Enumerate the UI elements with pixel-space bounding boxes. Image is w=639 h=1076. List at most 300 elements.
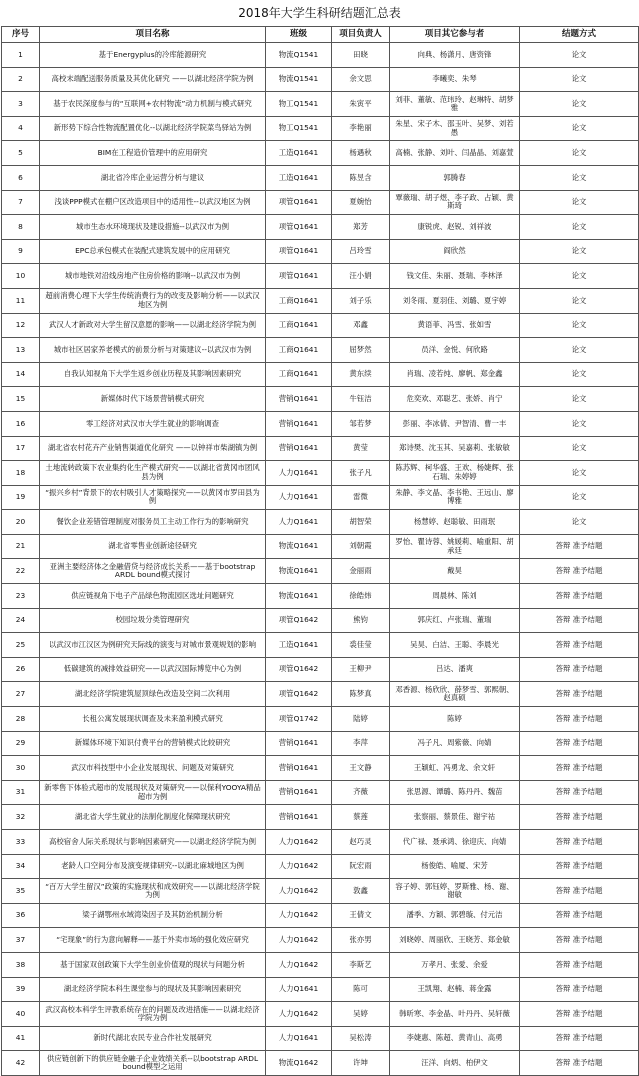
cell-no: 4 <box>2 116 40 141</box>
cell-no: 17 <box>2 436 40 461</box>
cell-members: 杨慧婷、赵聪敏、田雨珉 <box>390 510 520 535</box>
cell-class: 物流Q1641 <box>266 584 332 609</box>
cell-no: 11 <box>2 288 40 313</box>
cell-members: 罗怡、瞿诗蓉、姚媛莉、喻重阳、胡承廷 <box>390 534 520 559</box>
table-row <box>2 43 639 68</box>
cell-no: 16 <box>2 411 40 436</box>
cell-project-name: 老龄人口空间分布及演变规律研究--以湖北麻城地区为例 <box>40 854 266 879</box>
cell-project-name: 梁子湖鄂州水域湾染因子及其防治机制分析 <box>40 903 266 928</box>
cell-class: 营销Q1641 <box>266 756 332 781</box>
table-row <box>2 608 639 633</box>
cell-leader: 陆婷 <box>332 707 390 732</box>
cell-class: 物流Q1541 <box>266 43 332 68</box>
cell-leader: 刘朝霞 <box>332 534 390 559</box>
cell-no: 36 <box>2 903 40 928</box>
cell-class: 人力Q1642 <box>266 1002 332 1027</box>
table-row <box>2 731 639 756</box>
cell-method: 答辩 准予结题 <box>520 830 639 855</box>
table-row <box>2 190 639 215</box>
cell-class: 物工Q1541 <box>266 92 332 117</box>
cell-method: 答辩 准予结题 <box>520 731 639 756</box>
cell-method: 答辩 准予结题 <box>520 707 639 732</box>
cell-class: 项管Q1642 <box>266 682 332 707</box>
cell-members: 吕达、潘爽 <box>390 657 520 682</box>
cell-members: 陈苏辉、柯华盛、王欢、杨婕辉、张石瑞、朱婷婷 <box>390 461 520 486</box>
table-row <box>2 854 639 879</box>
cell-leader: 汪小娟 <box>332 264 390 289</box>
cell-no: 13 <box>2 338 40 363</box>
cell-class: 项管Q1742 <box>266 707 332 732</box>
cell-no: 37 <box>2 928 40 953</box>
cell-method: 论文 <box>520 436 639 461</box>
table-row <box>2 633 639 658</box>
cell-project-name: 超前消费心理下大学生传统消费行为的改变及影响分析——以武汉地区为例 <box>40 288 266 313</box>
cell-no: 5 <box>2 141 40 166</box>
cell-no: 2 <box>2 67 40 92</box>
cell-project-name: 基于农民深度参与的“互联网+农村物流”动力机制与模式研究 <box>40 92 266 117</box>
cell-members: 覃薇瑞、胡子煜、李子政、占颖、黄斯琦 <box>390 190 520 215</box>
table-row <box>2 387 639 412</box>
table-row <box>2 461 639 486</box>
cell-no: 20 <box>2 510 40 535</box>
cell-method: 答辩 准予结题 <box>520 559 639 584</box>
cell-method: 论文 <box>520 338 639 363</box>
cell-project-name: 新时代湖北农民专业合作社发展研究 <box>40 1026 266 1051</box>
cell-members: 潘季、方颖、郭碧璇、付元洁 <box>390 903 520 928</box>
cell-project-name: 基于Energyplus的冷库能源研究 <box>40 43 266 68</box>
cell-no: 23 <box>2 584 40 609</box>
cell-class: 工造Q1641 <box>266 165 332 190</box>
cell-class: 营销Q1641 <box>266 387 332 412</box>
cell-no: 32 <box>2 805 40 830</box>
cell-leader: 王文静 <box>332 756 390 781</box>
cell-class: 工造Q1641 <box>266 141 332 166</box>
cell-no: 28 <box>2 707 40 732</box>
cell-members: 刘晓婷、周丽欣、王晓芳、郑金敏 <box>390 928 520 953</box>
cell-members: 李曦奕、朱琴 <box>390 67 520 92</box>
table-row <box>2 239 639 264</box>
cell-class: 人力Q1642 <box>266 903 332 928</box>
cell-members: 阎欣然 <box>390 239 520 264</box>
cell-method: 论文 <box>520 387 639 412</box>
cell-project-name: “宅现象”的行为意向解释——基于外卖市场的强化效应研究 <box>40 928 266 953</box>
cell-no: 9 <box>2 239 40 264</box>
cell-members: 李婕惠、陈超、黄青山、高勇 <box>390 1026 520 1051</box>
cell-project-name: 基于国家双创政策下大学生创业价值观的现状与问题分析 <box>40 952 266 977</box>
cell-no: 39 <box>2 977 40 1002</box>
cell-method: 答辩 准予结题 <box>520 928 639 953</box>
cell-members: 郑诗樊、沈玉其、吴嘉莉、张敏敏 <box>390 436 520 461</box>
table-row <box>2 1051 639 1076</box>
cell-method: 答辩 准予结题 <box>520 977 639 1002</box>
table-row <box>2 313 639 338</box>
cell-method: 论文 <box>520 67 639 92</box>
table-row <box>2 288 639 313</box>
cell-class: 物流Q1641 <box>266 534 332 559</box>
cell-no: 6 <box>2 165 40 190</box>
cell-no: 26 <box>2 657 40 682</box>
table-row <box>2 903 639 928</box>
table-row <box>2 485 639 510</box>
cell-method: 答辩 准予结题 <box>520 1051 639 1076</box>
cell-project-name: 武汉高校本科学生评教系统存在的问题及改进措施——以湖北经济学院为例 <box>40 1002 266 1027</box>
cell-leader: 吴松涛 <box>332 1026 390 1051</box>
cell-members: 容子婷、郭钰婷、罗斯雅、杨、谢、谢敏 <box>390 879 520 904</box>
cell-method: 论文 <box>520 92 639 117</box>
cell-project-name: 校园垃圾分类管理研究 <box>40 608 266 633</box>
cell-class: 人力Q1642 <box>266 928 332 953</box>
cell-leader: 王倩文 <box>332 903 390 928</box>
cell-method: 论文 <box>520 215 639 240</box>
cell-method: 论文 <box>520 411 639 436</box>
cell-leader: 郑芳 <box>332 215 390 240</box>
cell-project-name: 长租公寓发展现状调查及未来盈利模式研究 <box>40 707 266 732</box>
cell-class: 工商Q1641 <box>266 362 332 387</box>
cell-method: 答辩 准予结题 <box>520 1002 639 1027</box>
cell-method: 答辩 准予结题 <box>520 952 639 977</box>
cell-members: 员洋、金悦、何欣路 <box>390 338 520 363</box>
table-row <box>2 165 639 190</box>
cell-project-name: 武汉市科技型中小企业发展现状、问题及对策研究 <box>40 756 266 781</box>
cell-leader: 黄东续 <box>332 362 390 387</box>
cell-method: 论文 <box>520 165 639 190</box>
cell-members: 张思源、谭璐、陈丹丹、魏苗 <box>390 780 520 805</box>
cell-leader: 黄莹 <box>332 436 390 461</box>
cell-leader: 齐薇 <box>332 780 390 805</box>
cell-leader: 王柳尹 <box>332 657 390 682</box>
cell-method: 论文 <box>520 485 639 510</box>
table-row <box>2 1002 639 1027</box>
header-method: 结题方式 <box>520 27 639 43</box>
cell-no: 12 <box>2 313 40 338</box>
table-row <box>2 805 639 830</box>
table-row <box>2 780 639 805</box>
cell-class: 项管Q1642 <box>266 608 332 633</box>
cell-project-name: 湖北省农村花卉产业销售渠道优化研究 ——以钟祥市柴湖镇为例 <box>40 436 266 461</box>
cell-method: 论文 <box>520 362 639 387</box>
cell-no: 7 <box>2 190 40 215</box>
cell-project-name: 湖北省零售业创新途径研究 <box>40 534 266 559</box>
header-leader: 项目负责人 <box>332 27 390 43</box>
cell-class: 人力Q1642 <box>266 854 332 879</box>
table-row <box>2 879 639 904</box>
cell-project-name: “振兴乡村”背景下的农村吸引人才策略探究——以黄冈市罗田县为例 <box>40 485 266 510</box>
cell-method: 论文 <box>520 43 639 68</box>
cell-members: 汪洋、向炳、柏伊文 <box>390 1051 520 1076</box>
cell-members: 张察丽、蔡景佳、谢宇祜 <box>390 805 520 830</box>
cell-class: 工商Q1641 <box>266 288 332 313</box>
table-row <box>2 584 639 609</box>
cell-class: 人力Q1641 <box>266 977 332 1002</box>
cell-project-name: 零工经济对武汉市大学生就业的影响调查 <box>40 411 266 436</box>
cell-leader: 熊钧 <box>332 608 390 633</box>
cell-no: 40 <box>2 1002 40 1027</box>
cell-method: 答辩 准予结题 <box>520 534 639 559</box>
cell-method: 答辩 准予结题 <box>520 879 639 904</box>
cell-class: 物工Q1541 <box>266 116 332 141</box>
cell-leader: 李萍 <box>332 731 390 756</box>
cell-leader: 牛钰洁 <box>332 387 390 412</box>
cell-class: 营销Q1641 <box>266 436 332 461</box>
cell-project-name: 供应链创新下的供应链金融子企业效绩关系--以bootstrap ARDL bound模型之运用 <box>40 1051 266 1076</box>
cell-method: 答辩 准予结题 <box>520 682 639 707</box>
table-row <box>2 92 639 117</box>
table-row <box>2 510 639 535</box>
cell-no: 33 <box>2 830 40 855</box>
cell-no: 21 <box>2 534 40 559</box>
cell-method: 论文 <box>520 288 639 313</box>
cell-leader: 徐皓炜 <box>332 584 390 609</box>
header-members: 项目其它参与者 <box>390 27 520 43</box>
cell-no: 29 <box>2 731 40 756</box>
header-class: 班级 <box>266 27 332 43</box>
table-row <box>2 682 639 707</box>
cell-project-name: 供应链视角下电子产品绿色物流园区选址问题研究 <box>40 584 266 609</box>
cell-members: 彭丽、李冰倩、尹智清、曹一丰 <box>390 411 520 436</box>
cell-members: 邓香源、杨欣欣、薛梦雪、郭熙朝、赵真硕 <box>390 682 520 707</box>
cell-members: 朱静、李文晶、李书艳、王远山、廖博雅 <box>390 485 520 510</box>
cell-class: 人力Q1641 <box>266 1026 332 1051</box>
cell-project-name: 自我认知视角下大学生返乡创业历程及其影响因素研究 <box>40 362 266 387</box>
cell-no: 34 <box>2 854 40 879</box>
table-row <box>2 215 639 240</box>
table-row <box>2 657 639 682</box>
cell-members: 郭庆红、卢张瑞、董瑞 <box>390 608 520 633</box>
cell-leader: 胡智荣 <box>332 510 390 535</box>
cell-method: 答辩 准予结题 <box>520 608 639 633</box>
cell-method: 论文 <box>520 264 639 289</box>
cell-members: 王凯翔、赵楠、蒋金露 <box>390 977 520 1002</box>
cell-method: 答辩 准予结题 <box>520 780 639 805</box>
table-row <box>2 338 639 363</box>
cell-method: 论文 <box>520 141 639 166</box>
table-row <box>2 830 639 855</box>
cell-project-name: BIM在工程造价管理中的应用研究 <box>40 141 266 166</box>
cell-members: 万孝月、张愛、余爱 <box>390 952 520 977</box>
cell-class: 营销Q1641 <box>266 411 332 436</box>
cell-method: 答辩 准予结题 <box>520 633 639 658</box>
cell-no: 14 <box>2 362 40 387</box>
cell-no: 15 <box>2 387 40 412</box>
cell-members: 肖瑞、凌若纯、廖帆、郑金鑫 <box>390 362 520 387</box>
table-row <box>2 977 639 1002</box>
cell-project-name: “百万大学生留汉”政策的实施现状和成效研究——以湖北经济学院为例 <box>40 879 266 904</box>
cell-no: 10 <box>2 264 40 289</box>
cell-project-name: 湖北省大学生就业的法制化制度化保障现状研究 <box>40 805 266 830</box>
cell-leader: 陈昱含 <box>332 165 390 190</box>
cell-leader: 陈可 <box>332 977 390 1002</box>
cell-method: 答辩 准予结题 <box>520 756 639 781</box>
cell-class: 项管Q1641 <box>266 239 332 264</box>
cell-project-name: 亚洲主要经济体之金融借贷与经济成长关系——基于bootstrap ARDL bound模式探讨 <box>40 559 266 584</box>
cell-class: 项管Q1641 <box>266 264 332 289</box>
cell-project-name: EPC总承包模式在装配式建筑发展中的应用研究 <box>40 239 266 264</box>
cell-leader: 邹若梦 <box>332 411 390 436</box>
cell-method: 论文 <box>520 313 639 338</box>
cell-project-name: 高校末端配送服务质量及其优化研究 ——以湖北经济学院为例 <box>40 67 266 92</box>
cell-class: 营销Q1641 <box>266 780 332 805</box>
cell-no: 31 <box>2 780 40 805</box>
cell-project-name: 城市社区居家养老模式的前景分析与对策建议--以武汉市为例 <box>40 338 266 363</box>
cell-project-name: 新形势下综合性物流配置优化--以湖北经济学院菜鸟驿站为例 <box>40 116 266 141</box>
cell-leader: 朱寅平 <box>332 92 390 117</box>
header-project-name: 项目名称 <box>40 27 266 43</box>
cell-members: 危奕欢、邓聪艺、张娇、肖宁 <box>390 387 520 412</box>
cell-leader: 李艳丽 <box>332 116 390 141</box>
cell-method: 答辩 准予结题 <box>520 805 639 830</box>
cell-class: 项管Q1642 <box>266 657 332 682</box>
table-row <box>2 411 639 436</box>
table-row <box>2 534 639 559</box>
cell-no: 3 <box>2 92 40 117</box>
cell-members: 陈婷 <box>390 707 520 732</box>
cell-members: 代广禄、聂承鸿、徐迎庆、向婧 <box>390 830 520 855</box>
cell-members: 刘菲、董敏、范玮玲、赵琳特、胡梦雅 <box>390 92 520 117</box>
cell-leader: 许坤 <box>332 1051 390 1076</box>
cell-class: 物流Q1541 <box>266 67 332 92</box>
cell-class: 物流Q1642 <box>266 1051 332 1076</box>
cell-class: 项管Q1641 <box>266 190 332 215</box>
cell-no: 22 <box>2 559 40 584</box>
cell-leader: 吴婷 <box>332 1002 390 1027</box>
cell-project-name: 湖北省冷库企业运营分析与建议 <box>40 165 266 190</box>
cell-project-name: 浅谈PPP模式在棚户区改造项目中的适用性--以武汉地区为例 <box>40 190 266 215</box>
cell-class: 项管Q1641 <box>266 215 332 240</box>
cell-members: 郭腾春 <box>390 165 520 190</box>
cell-method: 答辩 准予结题 <box>520 657 639 682</box>
cell-project-name: 高校宿舍人际关系现状与影响因素研究——以湖北经济学院为例 <box>40 830 266 855</box>
cell-method: 论文 <box>520 461 639 486</box>
cell-class: 工造Q1641 <box>266 633 332 658</box>
table-body <box>2 43 639 1076</box>
cell-leader: 杨遇秋 <box>332 141 390 166</box>
cell-no: 42 <box>2 1051 40 1076</box>
table-row <box>2 116 639 141</box>
cell-project-name: 低碳建筑的减排效益研究——以武汉国际博览中心为例 <box>40 657 266 682</box>
cell-class: 营销Q1641 <box>266 805 332 830</box>
cell-members: 刘冬雨、夏羽佳、刘璐、夏宇婷 <box>390 288 520 313</box>
table-row <box>2 952 639 977</box>
table-row <box>2 559 639 584</box>
cell-project-name: 新零售下体验式超市的发展现状及对策研究——以保利YOOYA精品超市为例 <box>40 780 266 805</box>
cell-leader: 陈梦真 <box>332 682 390 707</box>
cell-leader: 张子凡 <box>332 461 390 486</box>
cell-leader: 阮宏雨 <box>332 854 390 879</box>
cell-leader: 吕玲雪 <box>332 239 390 264</box>
cell-members: 康锐虎、赵锐、刘祥波 <box>390 215 520 240</box>
cell-leader: 余文思 <box>332 67 390 92</box>
cell-leader: 金丽雨 <box>332 559 390 584</box>
cell-leader: 田晓 <box>332 43 390 68</box>
cell-project-name: 以武汉市江汉区为例研究天际线的演变与对城市景观规划的影响 <box>40 633 266 658</box>
cell-project-name: 城市地铁对沿线房地产住房价格的影响--以武汉市为例 <box>40 264 266 289</box>
cell-members: 杨俊皓、喻厦、宋芳 <box>390 854 520 879</box>
page-title: 2018年大学生科研结题汇总表 <box>238 6 401 20</box>
cell-members: 韩昕寒、李金晶、叶丹丹、吴轩薇 <box>390 1002 520 1027</box>
cell-class: 人力Q1642 <box>266 830 332 855</box>
cell-members: 周晨林、陈刘 <box>390 584 520 609</box>
cell-leader: 张亦男 <box>332 928 390 953</box>
cell-project-name: 武汉人才新政对大学生留汉意愿的影响——以湖北经济学院为例 <box>40 313 266 338</box>
cell-leader: 屈梦然 <box>332 338 390 363</box>
cell-class: 人力Q1642 <box>266 952 332 977</box>
cell-method: 论文 <box>520 510 639 535</box>
table-row <box>2 707 639 732</box>
cell-project-name: 城市生态水环境现状及建设措施--以武汉市为例 <box>40 215 266 240</box>
cell-no: 30 <box>2 756 40 781</box>
cell-leader: 刘子乐 <box>332 288 390 313</box>
cell-class: 人力Q1642 <box>266 879 332 904</box>
cell-leader: 蔡莲 <box>332 805 390 830</box>
cell-leader: 裘佳莹 <box>332 633 390 658</box>
cell-no: 35 <box>2 879 40 904</box>
cell-project-name: 餐饮企业差错管理制度对服务员工主动工作行为的影响研究 <box>40 510 266 535</box>
cell-leader: 雷微 <box>332 485 390 510</box>
cell-no: 18 <box>2 461 40 486</box>
cell-leader: 夏婉怡 <box>332 190 390 215</box>
cell-members: 朱星、宋子木、邵玉叶、吴梦、刘若愚 <box>390 116 520 141</box>
cell-class: 人力Q1641 <box>266 485 332 510</box>
summary-table <box>1 26 639 1076</box>
cell-method: 论文 <box>520 190 639 215</box>
table-header-row <box>2 27 639 43</box>
cell-no: 19 <box>2 485 40 510</box>
cell-members: 钱文佳、朱丽、聂瑞、李林泽 <box>390 264 520 289</box>
cell-no: 24 <box>2 608 40 633</box>
cell-members: 吴昊、白洁、王聪、李晨光 <box>390 633 520 658</box>
cell-leader: 赵巧灵 <box>332 830 390 855</box>
cell-leader: 敦鑫 <box>332 879 390 904</box>
cell-leader: 邓鑫 <box>332 313 390 338</box>
cell-members: 戴昊 <box>390 559 520 584</box>
cell-project-name: 湖北经济学院本科生课堂参与的现状及其影响因素研究 <box>40 977 266 1002</box>
cell-no: 25 <box>2 633 40 658</box>
cell-class: 人力Q1641 <box>266 510 332 535</box>
table-row <box>2 264 639 289</box>
table-row <box>2 362 639 387</box>
cell-members: 冯子凡、周紫薇、向婧 <box>390 731 520 756</box>
cell-members: 向典、杨潇月、唐资锋 <box>390 43 520 68</box>
cell-no: 41 <box>2 1026 40 1051</box>
cell-class: 营销Q1641 <box>266 731 332 756</box>
table-row <box>2 756 639 781</box>
cell-method: 答辩 准予结题 <box>520 1026 639 1051</box>
cell-project-name: 土地流转政策下农业集约化生产模式研究——以湖北省黄冈市团风县为例 <box>40 461 266 486</box>
table-row <box>2 67 639 92</box>
cell-method: 答辩 准予结题 <box>520 903 639 928</box>
cell-project-name: 新媒体环境下知识付费平台的营销模式比较研究 <box>40 731 266 756</box>
cell-no: 8 <box>2 215 40 240</box>
cell-leader: 李斯艺 <box>332 952 390 977</box>
table-row <box>2 1026 639 1051</box>
cell-method: 答辩 准予结题 <box>520 584 639 609</box>
cell-project-name: 湖北经济学院建筑屋顶绿色改造及空间二次利用 <box>40 682 266 707</box>
table-row <box>2 436 639 461</box>
cell-class: 人力Q1641 <box>266 461 332 486</box>
cell-class: 工商Q1641 <box>266 338 332 363</box>
table-row <box>2 928 639 953</box>
cell-method: 论文 <box>520 116 639 141</box>
cell-project-name: 新媒体时代下场景营销模式研究 <box>40 387 266 412</box>
cell-class: 物流Q1641 <box>266 559 332 584</box>
table-row <box>2 141 639 166</box>
cell-members: 黄语菲、冯雪、张如雪 <box>390 313 520 338</box>
cell-method: 答辩 准予结题 <box>520 854 639 879</box>
cell-no: 1 <box>2 43 40 68</box>
cell-class: 工商Q1641 <box>266 313 332 338</box>
cell-no: 27 <box>2 682 40 707</box>
header-no: 序号 <box>2 27 40 43</box>
